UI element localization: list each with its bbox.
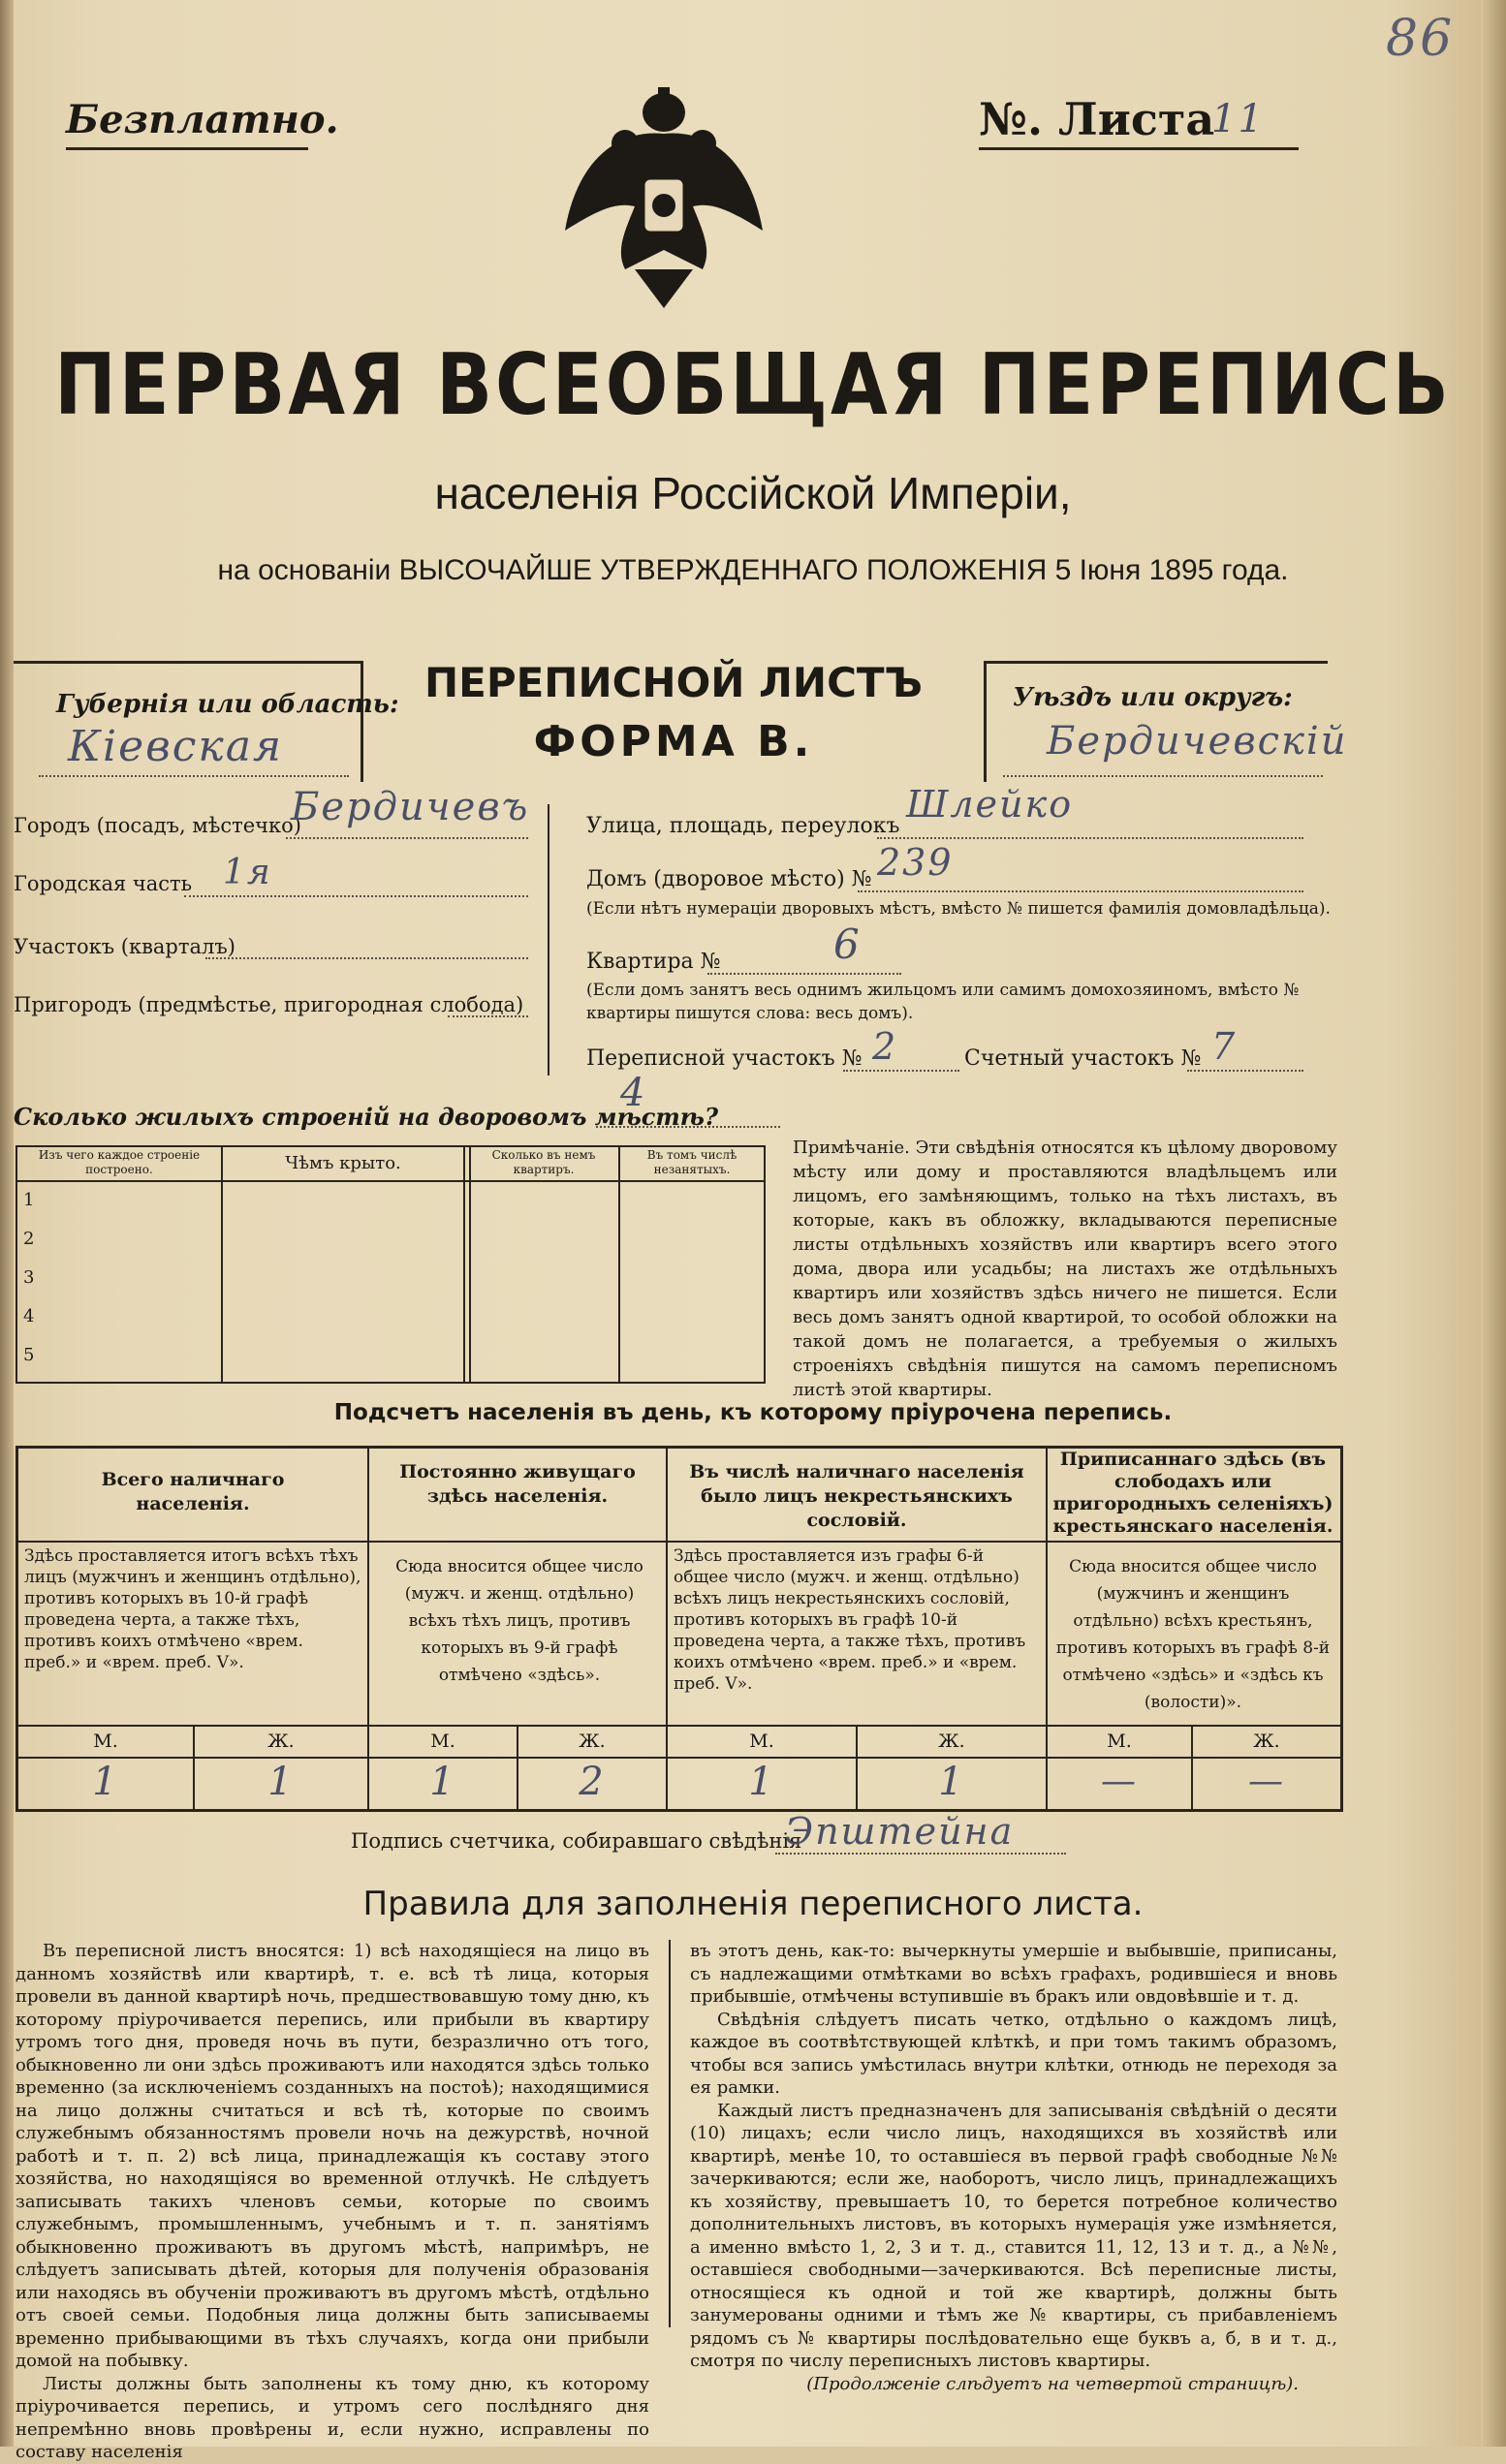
gubernia-value: Кіевская: [68, 722, 284, 771]
male-label: М.: [749, 1731, 774, 1752]
population-col-desc: Здѣсь проставляется итогъ всѣхъ тѣхъ лицъ (мужчинъ и женщинъ отдѣльно), противъ которыхъ въ 10-й графѣ проведена черта, а также тѣхъ, противъ коихъ отмѣчено «врем. преб.» и «врем. преб. V».: [24, 1546, 361, 1672]
population-value: 1: [267, 1760, 295, 1804]
sheet-no-value: 11: [1211, 97, 1265, 141]
city-value: Бердичевъ: [291, 785, 530, 829]
imperial-eagle-icon: [557, 85, 770, 313]
population-col-desc: Здѣсь проставляется изъ графы 6-й общее число (мужч. и женщ. отдѣльно) всѣхъ лицъ некрестьянскихъ сословій, противъ которыхъ въ графѣ 10-й проведена черта, а также тѣхъ, противъ коихъ отмѣчено «врем. преб.» и «врем. преб. V».: [674, 1546, 1026, 1694]
female-label: Ж.: [579, 1731, 606, 1752]
buildings-col-roof: Чѣмъ крыто.: [285, 1153, 401, 1173]
signature-label: Подпись счетчика, собиравшаго свѣдѣнія: [351, 1829, 802, 1853]
sheet-title: ПЕРЕПИСНОЙ ЛИСТЪ: [424, 659, 924, 706]
sheet-form: ФОРМА В.: [533, 717, 814, 766]
suburb-label: Пригородъ (предмѣстье, пригородная слобода): [14, 993, 524, 1016]
population-value: 1: [92, 1760, 119, 1804]
buildings-note: Примѣчаніе. Эти свѣдѣнія относятся къ цѣлому дворовому мѣсту или дому и проставляются владѣльцемъ или лицомъ, его замѣняющимъ, только на тѣхъ листахъ, въ которые, какъ въ обложку, вкладываются переписные листы отдѣльныхъ хозяйствъ или квартиръ всего этого дома, двора или усадьбы; на листахъ же отдѣльныхъ квартиръ или хозяйствъ здѣсь ничего не пишется. Если весь домъ занятъ одной квартирой, то особой обложки на такой домъ не полагается, а требуемыя о жилыхъ строеніяхъ свѣдѣнія пишутся на самомъ переписномъ листѣ этой квартиры.: [793, 1138, 1337, 1400]
apt-note: (Если домъ занятъ весь однимъ жильцомъ или самимъ домохозяиномъ, вмѣсто № квартиры пишутся слова: весь домъ).: [586, 981, 1300, 1023]
count-section-value: 7: [1211, 1025, 1238, 1068]
house-label: Домъ (дворовое мѣсто) №: [586, 867, 872, 891]
sheet-no-underline: [979, 147, 1299, 150]
free-underline: [66, 147, 308, 150]
rules-paragraph: въ этотъ день, как-то: вычеркнуты умершіе и выбывшіе, приписаны, съ надлежащими отмѣтками во всѣхъ графахъ, родившіеся и вновь прибывшіе, отмѣчены вступившіе въ бракъ или овдовѣвшіе и т. д.: [690, 1941, 1337, 2007]
census-section-value: 2: [872, 1025, 898, 1068]
count-section-label: Счетный участокъ №: [964, 1046, 1202, 1071]
population-value: —: [1101, 1762, 1138, 1801]
buildings-row-num: 4: [23, 1306, 35, 1326]
buildings-col-apartments: Сколько въ немъ квартиръ.: [491, 1148, 596, 1176]
uezd-label: Уѣздъ или округъ:: [1013, 683, 1293, 712]
rules-paragraph: Листы должны быть заполнены къ тому дню, къ которому пріурочивается перепись, и утромъ сего послѣдняго дня непремѣнно вновь провѣрены и, если нужно, исправлены по составу населенія: [16, 2373, 649, 2462]
buildings-col-material: Изъ чего каждое строеніе построено.: [38, 1148, 201, 1176]
buildings-col-vacant: Въ томъ числѣ незанятыхъ.: [646, 1148, 737, 1176]
census-subtitle: населенія Россійской Имперіи,: [434, 468, 1072, 518]
female-label: Ж.: [938, 1731, 965, 1752]
population-title: Подсчетъ населенія въ день, къ которому пріурочена перепись.: [333, 1400, 1173, 1425]
population-value: 2: [579, 1760, 606, 1804]
population-col-head: Постоянно живущаго здѣсь населенія.: [399, 1461, 636, 1507]
district-label: Городская часть: [14, 872, 193, 895]
gubernia-label: Губернія или область:: [56, 690, 399, 719]
census-title: ПЕРВАЯ ВСЕОБЩАЯ ПЕРЕПИСЬ: [54, 334, 1452, 434]
rules-left-column: [16, 1940, 649, 2464]
rules-title: Правила для заполненія переписного листа.: [362, 1885, 1144, 1923]
street-value: Шлейко: [906, 783, 1074, 826]
house-value: 239: [877, 841, 954, 884]
population-table: [16, 1446, 1343, 1812]
free-label: Безплатно.: [66, 97, 339, 142]
population-col-desc: Сюда вносится общее число (мужчинъ и женщинъ отдѣльно) всѣхъ крестьянъ, противъ которыхъ въ графѣ 8-й отмѣчено «здѣсь» и «здѣсь къ (волости)».: [1055, 1557, 1331, 1712]
buildings-row-num: 3: [23, 1267, 35, 1288]
buildings-row-num: 1: [23, 1190, 35, 1210]
rules-right-column: [690, 1940, 1337, 2395]
population-col-desc: Сюда вносится общее число (мужч. и женщ. отдѣльно) всѣхъ тѣхъ лицъ, противъ которыхъ въ 9-й графѣ отмѣчено «здѣсь».: [395, 1557, 643, 1685]
male-label: М.: [93, 1731, 118, 1752]
sheet-no-label: №. Листа: [979, 93, 1215, 145]
census-section-label: Переписной участокъ №: [586, 1046, 863, 1071]
buildings-row-num: 2: [23, 1229, 35, 1249]
section-label: Участокъ (кварталъ): [14, 935, 235, 958]
population-col-head: Приписаннаго здѣсь (въ слободахъ или пригородныхъ селеніяхъ) крестьянскаго населенія.: [1052, 1449, 1333, 1537]
uezd-value: Бердичевскій: [1047, 719, 1348, 764]
archive-mark: 86: [1386, 10, 1455, 68]
population-value: 1: [748, 1760, 775, 1804]
street-label: Улица, площадь, переулокъ: [586, 814, 900, 838]
male-label: М.: [1107, 1731, 1132, 1752]
apt-label: Квартира №: [586, 950, 721, 974]
city-label: Городъ (посадъ, мѣстечко): [14, 814, 302, 837]
population-value: 1: [429, 1760, 456, 1804]
rules-paragraph: Свѣдѣнія слѣдуетъ писать четко, отдѣльно о каждомъ лицѣ, каждое въ соотвѣтствующей клѣткѣ, и при томъ такимъ образомъ, чтобы вся запись умѣстилась внутри клѣтки, отнюдь не переходя за ея рамки.: [690, 2009, 1337, 2098]
buildings-row-num: 5: [23, 1345, 35, 1365]
population-col-head: Въ числѣ наличнаго населенія было лицъ некрестьянскихъ сословій.: [689, 1461, 1024, 1531]
rules-continued: (Продолженіе слѣдуетъ на четвертой страницѣ).: [806, 2373, 1299, 2394]
rules-paragraph: Въ переписной листъ вносятся: 1) всѣ находящіеся на лицо въ данномъ хозяйствѣ или квартирѣ, т. е. всѣ тѣ лица, которыя провели въ данной квартирѣ ночь, предшествовавшую тому дню, къ которому пріурочивается перепись, или прибыли въ квартиру утромъ того дня, проведя ночь въ пути, безразлично отъ того, обыкновенно ли они здѣсь проживаютъ или находятся здѣсь только временно (за исключеніемъ созданныхъ на постоѣ); находящимися на лицо должны считаться и всѣ тѣ, которые по своимъ служебнымъ обязанностямъ провели ночь на дежурствѣ, ночной работѣ и т. п. 2) всѣ лица, принадлежащія къ составу этого хозяйства, но находящіяся во временной отлучкѣ. Не слѣдуетъ записывать такихъ членовъ семьи, которые по своимъ служебнымъ, промышленнымъ, учебнымъ и т. п. занятіямъ обыкновенно проживаютъ въ другомъ мѣстѣ, напримѣръ, не слѣдуетъ записывать дѣтей, которыя для полученія образованія или находясь въ обученіи проживаютъ въ другомъ мѣстѣ, отдѣльно отъ своей семьи. Подобныя лица должны быть записываемы временно прибывающими въ тѣхъ случаяхъ, когда они прибыли домой на побывку.: [16, 1941, 649, 2371]
population-col-head: Всего наличнаго населенія.: [101, 1469, 285, 1514]
buildings-table: [16, 1145, 766, 1384]
signature-value: Эпштейна: [785, 1810, 1015, 1853]
female-label: Ж.: [1253, 1731, 1280, 1752]
district-value: 1я: [223, 853, 272, 892]
buildings-question: Сколько жилыхъ строеній на дворовомъ мѣстѣ?: [14, 1103, 719, 1131]
population-value: —: [1248, 1762, 1285, 1801]
apt-value: 6: [833, 920, 862, 968]
male-label: М.: [430, 1731, 455, 1752]
census-basis: на основаніи ВЫСОЧАЙШЕ УТВЕРЖДЕННАГО ПОЛОЖЕНІЯ 5 Іюня 1895 года.: [217, 554, 1289, 586]
female-label: Ж.: [267, 1731, 295, 1752]
population-value: 1: [938, 1760, 965, 1804]
house-note: (Если нѣтъ нумераціи дворовыхъ мѣстъ, вмѣсто № пишется фамилія домовладѣльца).: [586, 899, 1331, 919]
buildings-answer: 4: [620, 1071, 647, 1115]
rules-paragraph: Каждый листъ предназначенъ для записыванія свѣдѣній о десяти (10) лицахъ; если число лицъ, находящихся въ хозяйствѣ или квартирѣ, менѣе 10, то оставшіеся въ первой графѣ свободные №№ зачеркиваются; если же, наоборотъ, число лицъ, принадлежащихъ къ хозяйству, превышаетъ 10, то берется потребное количество дополнительныхъ листовъ, въ которыхъ нумерація уже измѣняется, а именно вмѣсто 1, 2, 3 и т. д., ставится 11, 12, 13 и т. д., а №№, оставшіеся свободными—зачеркиваются. Всѣ переписные листы, относящіеся къ одной и той же квартирѣ, должны быть занумерованы одними и тѣмъ же № квартиры, съ прибавленіемъ рядомъ съ № квартиры послѣдовательно еще буквъ а, б, в и т. д., смотря по числу переписныхъ листовъ квартиры.: [690, 2100, 1337, 2371]
